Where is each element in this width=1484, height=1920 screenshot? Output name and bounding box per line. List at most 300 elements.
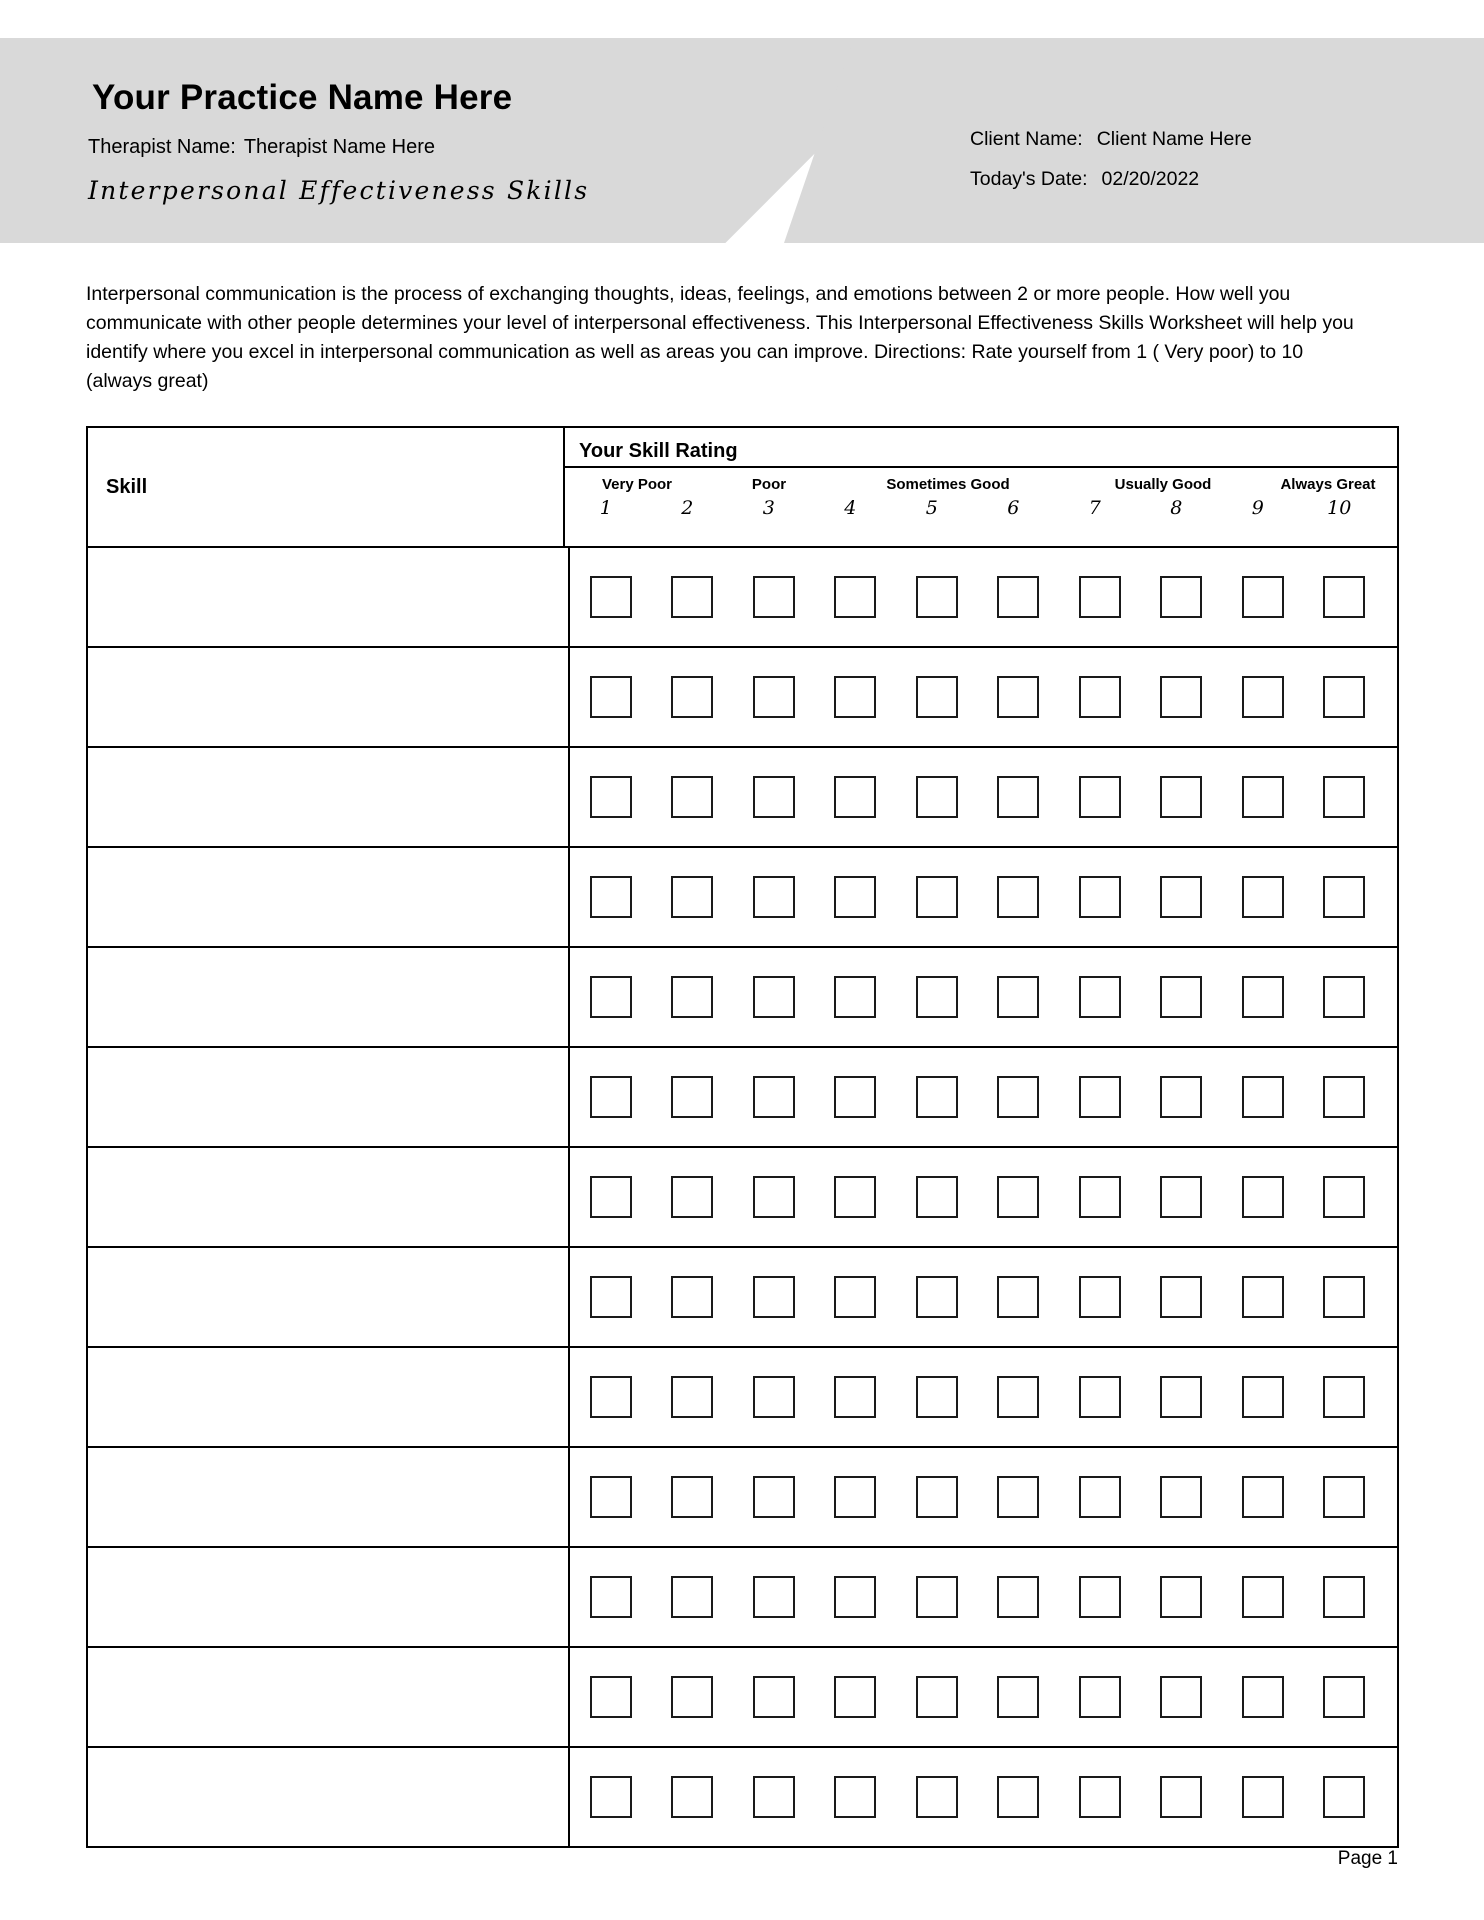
table-row	[88, 748, 1397, 848]
rating-checkbox-3[interactable]	[753, 1276, 795, 1318]
rating-checkbox-cell	[570, 576, 652, 618]
rating-checkbox-10[interactable]	[1323, 1276, 1365, 1318]
rating-checkbox-7[interactable]	[1079, 1176, 1121, 1218]
skill-input-cell[interactable]	[88, 848, 570, 946]
rating-checkbox-2[interactable]	[671, 876, 713, 918]
worksheet-title: Interpersonal Effectiveness Skills	[88, 176, 590, 205]
rating-checkbox-2[interactable]	[671, 1576, 713, 1618]
rating-checkbox-3[interactable]	[753, 676, 795, 718]
rating-checkbox-cell	[652, 1476, 734, 1518]
rating-checkbox-3[interactable]	[753, 776, 795, 818]
rating-checkbox-4[interactable]	[834, 1776, 876, 1818]
rating-checkbox-6[interactable]	[997, 1776, 1039, 1818]
rating-checkbox-10[interactable]	[1323, 1576, 1365, 1618]
rating-checkbox-5[interactable]	[916, 1576, 958, 1618]
rating-checkbox-cell	[1141, 776, 1223, 818]
rating-checkbox-2[interactable]	[671, 776, 713, 818]
rating-checkbox-cell	[896, 676, 978, 718]
rating-checkbox-1[interactable]	[590, 1076, 632, 1118]
rating-checkbox-6[interactable]	[997, 1676, 1039, 1718]
todays-date-label: Today's Date:	[970, 168, 1088, 190]
rating-checkbox-cell	[570, 1576, 652, 1618]
rating-checkbox-9[interactable]	[1242, 1376, 1284, 1418]
rating-checkbox-group	[570, 948, 1397, 1046]
rating-checkbox-cell	[1059, 1376, 1141, 1418]
rating-checkbox-cell	[1222, 1076, 1304, 1118]
skill-input-cell[interactable]	[88, 548, 570, 646]
scale-label-always-great: Always Great	[1280, 476, 1376, 493]
rating-checkbox-cell	[1304, 676, 1386, 718]
rating-checkbox-cell	[978, 1076, 1060, 1118]
scale-number-3: 3	[762, 497, 775, 519]
rating-checkbox-cell	[733, 1776, 815, 1818]
rating-checkbox-cell	[815, 1176, 897, 1218]
rating-checkbox-3[interactable]	[753, 576, 795, 618]
rating-checkbox-cell	[815, 1676, 897, 1718]
rating-checkbox-cell	[733, 976, 815, 1018]
rating-checkbox-cell	[1059, 1076, 1141, 1118]
rating-checkbox-4[interactable]	[834, 576, 876, 618]
rating-checkbox-cell	[896, 976, 978, 1018]
rating-checkbox-cell	[1059, 1576, 1141, 1618]
skill-input-cell[interactable]	[88, 1748, 570, 1846]
todays-date-line	[970, 168, 1199, 191]
rating-checkbox-cell	[1141, 1276, 1223, 1318]
rating-checkbox-5[interactable]	[916, 1176, 958, 1218]
scale-number-2: 2	[681, 497, 694, 519]
rating-checkbox-9[interactable]	[1242, 576, 1284, 618]
rating-checkbox-group	[570, 1248, 1397, 1346]
rating-checkbox-6[interactable]	[997, 1576, 1039, 1618]
rating-checkbox-5[interactable]	[916, 976, 958, 1018]
rating-checkbox-6[interactable]	[997, 676, 1039, 718]
rating-checkbox-9[interactable]	[1242, 676, 1284, 718]
page-number: Page 1	[1337, 1848, 1398, 1869]
rating-checkbox-5[interactable]	[916, 1476, 958, 1518]
rating-checkbox-10[interactable]	[1323, 876, 1365, 918]
rating-checkbox-cell	[733, 1576, 815, 1618]
rating-checkbox-cell	[652, 676, 734, 718]
table-row	[88, 548, 1397, 648]
rating-checkbox-7[interactable]	[1079, 1576, 1121, 1618]
rating-checkbox-7[interactable]	[1079, 676, 1121, 718]
rating-checkbox-cell	[1141, 1176, 1223, 1218]
rating-checkbox-4[interactable]	[834, 1176, 876, 1218]
rating-checkbox-6[interactable]	[997, 1076, 1039, 1118]
rating-checkbox-cell	[815, 1076, 897, 1118]
rating-checkbox-group	[570, 1548, 1397, 1646]
rating-checkbox-cell	[978, 1676, 1060, 1718]
rating-checkbox-5[interactable]	[916, 1076, 958, 1118]
rating-checkbox-cell	[652, 1276, 734, 1318]
rating-checkbox-cell	[896, 1676, 978, 1718]
rating-checkbox-cell	[978, 1376, 1060, 1418]
rating-checkbox-4[interactable]	[834, 1676, 876, 1718]
rating-checkbox-cell	[1222, 1676, 1304, 1718]
rating-checkbox-9[interactable]	[1242, 876, 1284, 918]
rating-checkbox-cell	[978, 876, 1060, 918]
rating-checkbox-cell	[1141, 1076, 1223, 1118]
rating-scale-labels	[565, 468, 1397, 493]
therapist-name-value: Therapist Name Here	[243, 136, 436, 158]
rating-checkbox-cell	[896, 1076, 978, 1118]
rating-checkbox-4[interactable]	[834, 1476, 876, 1518]
rating-checkbox-9[interactable]	[1242, 1776, 1284, 1818]
rating-checkbox-cell	[1141, 576, 1223, 618]
rating-checkbox-1[interactable]	[590, 1776, 632, 1818]
rating-checkbox-5[interactable]	[916, 676, 958, 718]
rating-checkbox-cell	[896, 876, 978, 918]
rating-checkbox-cell	[1141, 1476, 1223, 1518]
rating-checkbox-cell	[733, 576, 815, 618]
rating-checkbox-cell	[733, 1076, 815, 1118]
rating-checkbox-2[interactable]	[671, 1176, 713, 1218]
scale-number-10: 10	[1327, 497, 1352, 519]
rating-checkbox-cell	[1222, 1776, 1304, 1818]
rating-checkbox-cell	[1304, 1176, 1386, 1218]
rating-checkbox-6[interactable]	[997, 1376, 1039, 1418]
rating-checkbox-2[interactable]	[671, 1476, 713, 1518]
rating-checkbox-10[interactable]	[1323, 576, 1365, 618]
rating-checkbox-cell	[1141, 1776, 1223, 1818]
table-row	[88, 1248, 1397, 1348]
rating-checkbox-6[interactable]	[997, 1176, 1039, 1218]
rating-checkbox-6[interactable]	[997, 1276, 1039, 1318]
scale-label-poor: Poor	[751, 476, 787, 493]
rating-column-header	[565, 428, 1397, 546]
client-name-value: Client Name Here	[1096, 128, 1252, 150]
rating-checkbox-cell	[570, 1376, 652, 1418]
rating-checkbox-10[interactable]	[1323, 1776, 1365, 1818]
rating-checkbox-2[interactable]	[671, 1276, 713, 1318]
skill-input-cell[interactable]	[88, 1448, 570, 1546]
rating-checkbox-cell	[815, 1776, 897, 1818]
rating-checkbox-cell	[1222, 1176, 1304, 1218]
rating-checkbox-cell	[570, 976, 652, 1018]
rating-checkbox-group	[570, 648, 1397, 746]
rating-checkbox-cell	[896, 776, 978, 818]
rating-checkbox-cell	[570, 676, 652, 718]
rating-checkbox-group	[570, 848, 1397, 946]
rating-checkbox-cell	[1304, 1676, 1386, 1718]
rating-checkbox-3[interactable]	[753, 1176, 795, 1218]
rating-checkbox-cell	[1304, 576, 1386, 618]
rating-checkbox-1[interactable]	[590, 776, 632, 818]
rating-checkbox-group	[570, 1448, 1397, 1546]
table-row	[88, 1648, 1397, 1748]
rating-checkbox-group	[570, 1148, 1397, 1246]
rating-checkbox-7[interactable]	[1079, 576, 1121, 618]
skill-input-cell[interactable]	[88, 1348, 570, 1446]
rating-checkbox-cell	[978, 1176, 1060, 1218]
rating-checkbox-cell	[733, 676, 815, 718]
rating-checkbox-10[interactable]	[1323, 1676, 1365, 1718]
rating-checkbox-group	[570, 748, 1397, 846]
rating-checkbox-cell	[1222, 976, 1304, 1018]
skill-input-cell[interactable]	[88, 1148, 570, 1246]
rating-checkbox-cell	[1304, 1076, 1386, 1118]
rating-checkbox-9[interactable]	[1242, 1076, 1284, 1118]
rating-checkbox-1[interactable]	[590, 1676, 632, 1718]
skills-rating-table	[86, 426, 1399, 1848]
rating-checkbox-4[interactable]	[834, 776, 876, 818]
rating-checkbox-5[interactable]	[916, 1376, 958, 1418]
rating-checkbox-6[interactable]	[997, 876, 1039, 918]
table-row	[88, 948, 1397, 1048]
rating-checkbox-cell	[1141, 676, 1223, 718]
rating-checkbox-cell	[1059, 976, 1141, 1018]
rating-checkbox-cell	[1222, 1576, 1304, 1618]
rating-checkbox-cell	[733, 776, 815, 818]
rating-checkbox-cell	[570, 876, 652, 918]
rating-checkbox-cell	[815, 676, 897, 718]
rating-checkbox-8[interactable]	[1160, 576, 1202, 618]
table-row	[88, 1548, 1397, 1648]
rating-checkbox-9[interactable]	[1242, 976, 1284, 1018]
skill-input-cell[interactable]	[88, 1048, 570, 1146]
rating-checkbox-8[interactable]	[1160, 876, 1202, 918]
rating-checkbox-cell	[1059, 1276, 1141, 1318]
rating-checkbox-group	[570, 1648, 1397, 1746]
rating-checkbox-cell	[1059, 1476, 1141, 1518]
rating-checkbox-cell	[978, 576, 1060, 618]
rating-checkbox-cell	[1222, 1476, 1304, 1518]
rating-checkbox-8[interactable]	[1160, 1176, 1202, 1218]
table-header-row	[88, 428, 1397, 548]
rating-checkbox-cell	[815, 1376, 897, 1418]
rating-checkbox-5[interactable]	[916, 576, 958, 618]
rating-checkbox-cell	[896, 576, 978, 618]
rating-checkbox-8[interactable]	[1160, 776, 1202, 818]
rating-checkbox-10[interactable]	[1323, 1476, 1365, 1518]
rating-checkbox-cell	[1059, 1176, 1141, 1218]
rating-checkbox-4[interactable]	[834, 1376, 876, 1418]
rating-checkbox-cell	[1141, 976, 1223, 1018]
practice-name: Your Practice Name Here	[92, 78, 513, 117]
rating-checkbox-cell	[1222, 576, 1304, 618]
rating-checkbox-8[interactable]	[1160, 1776, 1202, 1818]
rating-checkbox-4[interactable]	[834, 1276, 876, 1318]
rating-checkbox-cell	[570, 1176, 652, 1218]
rating-checkbox-2[interactable]	[671, 676, 713, 718]
rating-checkbox-8[interactable]	[1160, 1376, 1202, 1418]
rating-checkbox-6[interactable]	[997, 1476, 1039, 1518]
rating-checkbox-cell	[896, 1576, 978, 1618]
rating-checkbox-2[interactable]	[671, 576, 713, 618]
rating-scale-numbers	[565, 493, 1397, 525]
therapist-name-line	[88, 136, 435, 159]
rating-checkbox-8[interactable]	[1160, 1076, 1202, 1118]
rating-checkbox-cell	[978, 1276, 1060, 1318]
rating-checkbox-2[interactable]	[671, 1676, 713, 1718]
rating-checkbox-4[interactable]	[834, 1576, 876, 1618]
rating-checkbox-8[interactable]	[1160, 676, 1202, 718]
skill-input-cell[interactable]	[88, 1248, 570, 1346]
rating-checkbox-4[interactable]	[834, 1076, 876, 1118]
rating-checkbox-9[interactable]	[1242, 776, 1284, 818]
rating-checkbox-7[interactable]	[1079, 876, 1121, 918]
rating-checkbox-cell	[815, 1576, 897, 1618]
rating-checkbox-7[interactable]	[1079, 1776, 1121, 1818]
rating-checkbox-10[interactable]	[1323, 1376, 1365, 1418]
rating-checkbox-7[interactable]	[1079, 1276, 1121, 1318]
rating-checkbox-3[interactable]	[753, 1776, 795, 1818]
rating-checkbox-8[interactable]	[1160, 976, 1202, 1018]
rating-checkbox-cell	[1222, 676, 1304, 718]
rating-checkbox-cell	[733, 876, 815, 918]
rating-checkbox-7[interactable]	[1079, 1476, 1121, 1518]
rating-checkbox-8[interactable]	[1160, 1676, 1202, 1718]
rating-checkbox-5[interactable]	[916, 1676, 958, 1718]
rating-checkbox-cell	[570, 776, 652, 818]
rating-checkbox-cell	[815, 1476, 897, 1518]
rating-checkbox-cell	[1141, 876, 1223, 918]
rating-checkbox-1[interactable]	[590, 976, 632, 1018]
rating-checkbox-4[interactable]	[834, 876, 876, 918]
rating-checkbox-2[interactable]	[671, 1776, 713, 1818]
rating-checkbox-group	[570, 1348, 1397, 1446]
rating-checkbox-cell	[1222, 1276, 1304, 1318]
table-row	[88, 1448, 1397, 1548]
rating-checkbox-cell	[652, 976, 734, 1018]
rating-checkbox-8[interactable]	[1160, 1276, 1202, 1318]
scale-number-5: 5	[925, 497, 938, 519]
rating-checkbox-cell	[1304, 776, 1386, 818]
scale-number-4: 4	[844, 497, 857, 519]
skill-input-cell[interactable]	[88, 948, 570, 1046]
rating-checkbox-1[interactable]	[590, 676, 632, 718]
rating-checkbox-1[interactable]	[590, 1576, 632, 1618]
skill-input-cell[interactable]	[88, 648, 570, 746]
rating-checkbox-7[interactable]	[1079, 976, 1121, 1018]
rating-checkbox-10[interactable]	[1323, 1076, 1365, 1118]
rating-checkbox-cell	[733, 1176, 815, 1218]
client-name-label: Client Name:	[970, 128, 1083, 150]
rating-checkbox-10[interactable]	[1323, 1176, 1365, 1218]
rating-checkbox-2[interactable]	[671, 976, 713, 1018]
rating-checkbox-cell	[652, 1776, 734, 1818]
rating-checkbox-9[interactable]	[1242, 1276, 1284, 1318]
rating-checkbox-10[interactable]	[1323, 676, 1365, 718]
rating-checkbox-6[interactable]	[997, 976, 1039, 1018]
rating-checkbox-7[interactable]	[1079, 1676, 1121, 1718]
rating-title: Your Skill Rating	[565, 428, 1397, 468]
rating-checkbox-cell	[570, 1676, 652, 1718]
skill-input-cell[interactable]	[88, 1548, 570, 1646]
rating-checkbox-9[interactable]	[1242, 1476, 1284, 1518]
rating-checkbox-cell	[978, 1776, 1060, 1818]
therapist-name-label: Therapist Name:	[88, 136, 236, 158]
rating-checkbox-cell	[1059, 1776, 1141, 1818]
rating-checkbox-cell	[1059, 776, 1141, 818]
rating-checkbox-cell	[1141, 1676, 1223, 1718]
client-name-line	[970, 128, 1252, 151]
rating-checkbox-cell	[1304, 1476, 1386, 1518]
rating-checkbox-1[interactable]	[590, 1276, 632, 1318]
rating-checkbox-cell	[978, 1476, 1060, 1518]
rating-checkbox-5[interactable]	[916, 776, 958, 818]
rating-checkbox-6[interactable]	[997, 576, 1039, 618]
rating-checkbox-3[interactable]	[753, 1076, 795, 1118]
rating-checkbox-1[interactable]	[590, 1176, 632, 1218]
table-row	[88, 848, 1397, 948]
rating-checkbox-5[interactable]	[916, 1276, 958, 1318]
rating-checkbox-3[interactable]	[753, 1476, 795, 1518]
rating-checkbox-cell	[815, 1276, 897, 1318]
rating-checkbox-cell	[896, 1176, 978, 1218]
rating-checkbox-3[interactable]	[753, 976, 795, 1018]
table-body	[88, 548, 1397, 1846]
rating-checkbox-cell	[1222, 776, 1304, 818]
scale-number-8: 8	[1170, 497, 1183, 519]
rating-checkbox-8[interactable]	[1160, 1476, 1202, 1518]
rating-checkbox-cell	[978, 676, 1060, 718]
rating-checkbox-cell	[815, 876, 897, 918]
rating-checkbox-3[interactable]	[753, 876, 795, 918]
rating-checkbox-1[interactable]	[590, 876, 632, 918]
rating-checkbox-3[interactable]	[753, 1376, 795, 1418]
rating-checkbox-3[interactable]	[753, 1676, 795, 1718]
rating-checkbox-cell	[1222, 1376, 1304, 1418]
rating-checkbox-5[interactable]	[916, 1776, 958, 1818]
rating-checkbox-cell	[652, 1376, 734, 1418]
rating-checkbox-cell	[978, 1576, 1060, 1618]
rating-checkbox-cell	[733, 1376, 815, 1418]
rating-checkbox-9[interactable]	[1242, 1676, 1284, 1718]
rating-checkbox-cell	[1059, 676, 1141, 718]
skill-column-header: Skill	[88, 428, 565, 546]
rating-checkbox-cell	[733, 1476, 815, 1518]
rating-checkbox-cell	[733, 1276, 815, 1318]
rating-checkbox-9[interactable]	[1242, 1576, 1284, 1618]
rating-checkbox-cell	[652, 1076, 734, 1118]
rating-checkbox-cell	[570, 1076, 652, 1118]
rating-checkbox-cell	[815, 976, 897, 1018]
rating-checkbox-10[interactable]	[1323, 776, 1365, 818]
table-row	[88, 1148, 1397, 1248]
rating-checkbox-cell	[896, 1476, 978, 1518]
rating-checkbox-3[interactable]	[753, 1576, 795, 1618]
skill-input-cell[interactable]	[88, 748, 570, 846]
page-header	[0, 0, 1484, 243]
rating-checkbox-cell	[1059, 1676, 1141, 1718]
rating-checkbox-1[interactable]	[590, 576, 632, 618]
skill-input-cell[interactable]	[88, 1648, 570, 1746]
rating-checkbox-6[interactable]	[997, 776, 1039, 818]
rating-checkbox-cell	[570, 1776, 652, 1818]
scale-label-sometimes-good: Sometimes Good	[886, 476, 1010, 493]
rating-checkbox-8[interactable]	[1160, 1576, 1202, 1618]
rating-checkbox-4[interactable]	[834, 976, 876, 1018]
rating-checkbox-4[interactable]	[834, 676, 876, 718]
rating-checkbox-1[interactable]	[590, 1376, 632, 1418]
rating-checkbox-cell	[815, 576, 897, 618]
rating-checkbox-7[interactable]	[1079, 1076, 1121, 1118]
rating-checkbox-9[interactable]	[1242, 1176, 1284, 1218]
rating-checkbox-5[interactable]	[916, 876, 958, 918]
rating-checkbox-cell	[652, 1576, 734, 1618]
rating-checkbox-cell	[1304, 1576, 1386, 1618]
rating-checkbox-7[interactable]	[1079, 1376, 1121, 1418]
rating-checkbox-cell	[1304, 876, 1386, 918]
rating-checkbox-1[interactable]	[590, 1476, 632, 1518]
rating-checkbox-cell	[1304, 1376, 1386, 1418]
rating-checkbox-10[interactable]	[1323, 976, 1365, 1018]
rating-checkbox-cell	[1141, 1376, 1223, 1418]
rating-checkbox-2[interactable]	[671, 1076, 713, 1118]
rating-checkbox-7[interactable]	[1079, 776, 1121, 818]
rating-checkbox-2[interactable]	[671, 1376, 713, 1418]
